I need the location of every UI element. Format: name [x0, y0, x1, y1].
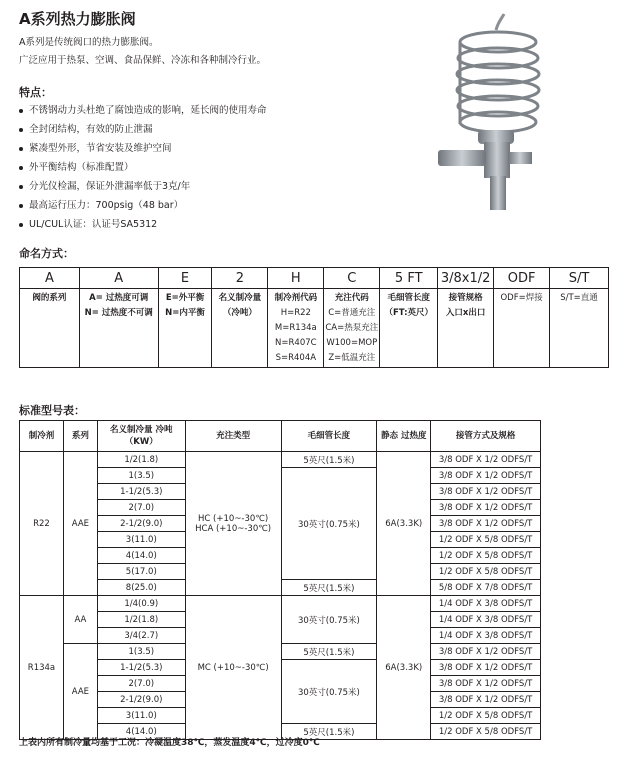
- page-title: A系列热力膨胀阀: [19, 10, 136, 28]
- cell-capillary: 5英尺(1.5米): [281, 580, 377, 596]
- col-header: 系列: [63, 421, 97, 452]
- col-header: 接管方式及规格: [431, 421, 541, 452]
- naming-code: H: [268, 268, 324, 289]
- naming-code: S/T: [550, 268, 609, 289]
- naming-code: 3/8x1/2: [438, 268, 494, 289]
- naming-desc: 名义制冷量 （冷吨）: [212, 289, 268, 368]
- cell-capacity: 1-1/2(5.3): [97, 660, 185, 676]
- naming-desc: S/T=直通: [550, 289, 609, 368]
- cell-connection: 3/8 ODF X 1/2 ODFS/T: [431, 644, 541, 660]
- naming-desc: 阀的系列: [20, 289, 80, 368]
- cell-capacity: 8(25.0): [97, 580, 185, 596]
- bullet-icon: [19, 147, 23, 151]
- cell-capacity: 2(7.0): [97, 676, 185, 692]
- cell-capacity: 3(11.0): [97, 532, 185, 548]
- naming-code: E: [158, 268, 212, 289]
- cell-capillary: 30英寸(0.75米): [281, 660, 377, 724]
- naming-desc: 充注代码 C=普通充注 CA=热泵充注 W100=MOP Z=低温充注: [324, 289, 380, 368]
- cell-connection: 3/8 ODF X 1/2 ODFS/T: [431, 660, 541, 676]
- cell-capacity: 1/2(1.8): [97, 452, 185, 468]
- naming-code: 5 FT: [380, 268, 438, 289]
- cell-series: AAE: [63, 452, 97, 596]
- table-header-row: [20, 421, 541, 452]
- cell-capacity: 1/2(1.8): [97, 612, 185, 628]
- std-heading: 标准型号表：: [19, 404, 85, 417]
- cell-connection: 1/4 ODF X 3/8 ODFS/T: [431, 612, 541, 628]
- list-item: 最高运行压力：700psig（48 bar）: [19, 196, 267, 215]
- cell-capacity: 4(14.0): [97, 724, 185, 740]
- cell-connection: 3/8 ODF X 1/2 ODFS/T: [431, 692, 541, 708]
- list-item: 外平衡结构（标准配置）: [19, 158, 267, 177]
- cell-capillary: 5英尺(1.5米): [281, 644, 377, 660]
- list-item: 分光仪检漏，保证外泄漏率低于3克/年: [19, 177, 267, 196]
- naming-desc-row: [20, 289, 609, 368]
- cell-series: AA: [63, 596, 97, 644]
- cell-capacity: 2(7.0): [97, 500, 185, 516]
- naming-desc: A= 过热度可调 N= 过热度不可调: [79, 289, 158, 368]
- cell-connection: 1/4 ODF X 3/8 ODFS/T: [431, 628, 541, 644]
- col-header: 静态 过热度: [377, 421, 431, 452]
- cell-connection: 1/4 ODF X 3/8 ODFS/T: [431, 596, 541, 612]
- expansion-valve-image: [418, 12, 568, 212]
- naming-code: A: [79, 268, 158, 289]
- naming-code: 2: [212, 268, 268, 289]
- naming-code: C: [324, 268, 380, 289]
- naming-codes-row: [20, 268, 609, 289]
- intro-line-2: 广泛应用于热泵、空调、食品保鲜、冷冻和各种制冷行业。: [19, 55, 267, 66]
- cell-capacity: 4(14.0): [97, 548, 185, 564]
- features-heading: 特点：: [19, 86, 52, 99]
- cell-capacity: 1(3.5): [97, 644, 185, 660]
- cell-connection: 3/8 ODF X 1/2 ODFS/T: [431, 468, 541, 484]
- cell-connection: 3/8 ODF X 1/2 ODFS/T: [431, 484, 541, 500]
- cell-series: AAE: [63, 644, 97, 740]
- footnote: 上表内所有制冷量均基于工况：冷凝温度38℃，蒸发温度4℃，过冷度0℃: [19, 738, 320, 748]
- cell-connection: 3/8 ODF X 1/2 ODFS/T: [431, 676, 541, 692]
- bullet-icon: [19, 185, 23, 189]
- standard-model-table: [19, 420, 541, 740]
- naming-desc: 毛细管长度 （FT:英尺）: [380, 289, 438, 368]
- col-header: 名义制冷量 冷吨（KW）: [97, 421, 185, 452]
- cell-connection: 1/2 ODF X 5/8 ODFS/T: [431, 708, 541, 724]
- naming-desc: 制冷剂代码 H=R22 M=R134a N=R407C S=R404A: [268, 289, 324, 368]
- cell-charge: HC (+10~-30℃) HCA (+10~-30℃): [185, 452, 281, 596]
- col-header: 制冷剂: [20, 421, 64, 452]
- bullet-icon: [19, 223, 23, 227]
- bullet-icon: [19, 204, 23, 208]
- list-item: UL/CUL认证：认证号SA5312: [19, 215, 267, 234]
- cell-connection: 5/8 ODF X 7/8 ODFS/T: [431, 580, 541, 596]
- naming-code: A: [20, 268, 80, 289]
- cell-superheat: 6A(3.3K): [377, 452, 431, 596]
- list-item: 紧凑型外形，节省安装及维护空间: [19, 139, 267, 158]
- naming-desc: 接管规格 入口x出口: [438, 289, 494, 368]
- cell-capillary: 5英尺(1.5米): [281, 724, 377, 740]
- cell-capacity: 1/4(0.9): [97, 596, 185, 612]
- bullet-icon: [19, 109, 23, 113]
- cell-capacity: 2-1/2(9.0): [97, 692, 185, 708]
- list-item: 全封闭结构，有效的防止泄漏: [19, 120, 267, 139]
- cell-superheat: 6A(3.3K): [377, 596, 431, 740]
- naming-desc: ODF=焊接: [494, 289, 550, 368]
- cell-capillary: 30英寸(0.75米): [281, 596, 377, 644]
- cell-refrigerant: R22: [20, 452, 64, 596]
- cell-connection: 1/2 ODF X 5/8 ODFS/T: [431, 532, 541, 548]
- cell-connection: 1/2 ODF X 5/8 ODFS/T: [431, 564, 541, 580]
- cell-capacity: 2-1/2(9.0): [97, 516, 185, 532]
- cell-capillary: 5英尺(1.5米): [281, 452, 377, 468]
- col-header: 毛细管长度: [281, 421, 377, 452]
- cell-connection: 3/8 ODF X 1/2 ODFS/T: [431, 516, 541, 532]
- cell-capacity: 3(11.0): [97, 708, 185, 724]
- features-list: [19, 101, 267, 234]
- cell-capillary: 30英寸(0.75米): [281, 468, 377, 580]
- list-item: 不锈钢动力头杜绝了腐蚀造成的影响，延长阀的使用寿命: [19, 101, 267, 120]
- cell-capacity: 1-1/2(5.3): [97, 484, 185, 500]
- naming-code: ODF: [494, 268, 550, 289]
- cell-capacity: 3/4(2.7): [97, 628, 185, 644]
- cell-refrigerant: R134a: [20, 596, 64, 740]
- cell-connection: 3/8 ODF X 1/2 ODFS/T: [431, 500, 541, 516]
- cell-connection: 1/2 ODF X 5/8 ODFS/T: [431, 548, 541, 564]
- bullet-icon: [19, 128, 23, 132]
- table-row: [20, 596, 541, 612]
- naming-heading: 命名方式：: [19, 247, 74, 260]
- col-header: 充注类型: [185, 421, 281, 452]
- cell-charge: MC (+10~-30℃): [185, 596, 281, 740]
- cell-capacity: 5(17.0): [97, 564, 185, 580]
- cell-connection: 3/8 ODF X 1/2 ODFS/T: [431, 452, 541, 468]
- naming-table: [19, 267, 609, 368]
- cell-connection: 1/2 ODF X 5/8 ODFS/T: [431, 724, 541, 740]
- cell-capacity: 1(3.5): [97, 468, 185, 484]
- bullet-icon: [19, 166, 23, 170]
- table-row: [20, 452, 541, 468]
- intro-line-1: A系列是传统阀口的热力膨胀阀。: [19, 37, 159, 48]
- naming-desc: E=外平衡 N=内平衡: [158, 289, 212, 368]
